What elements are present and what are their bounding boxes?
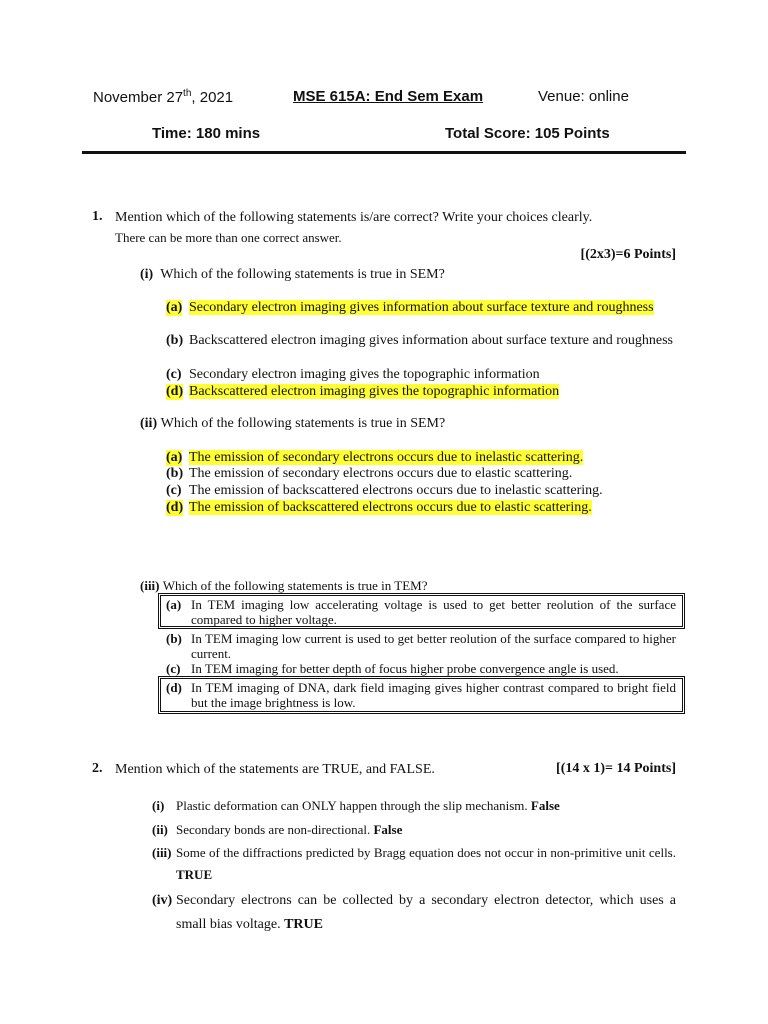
q1-part-i [140,267,680,283]
header-row-1 [93,88,653,110]
q1-i-option-b [166,333,676,367]
venue: Venue: online [538,88,629,105]
q1-points: [(2x3)=6 Points] [580,247,676,262]
q1-iii-option-c [166,661,676,676]
option-label: (c) [166,367,182,382]
header-row-2 [152,125,632,147]
item-text: Some of the diffractions predicted by Bragg equation does not occur in non-primitive unit cells. [176,845,676,860]
part-question: Which of the following statements is true in SEM? [160,267,445,282]
option-text: The emission of backscattered electrons occurs due to inelastic scattering. [189,483,603,498]
option-text: Secondary electron imaging gives information about surface texture and roughness [189,300,654,315]
total-score: Total Score: 105 Points [445,125,610,142]
option-label: (c) [166,483,182,498]
course-title: MSE 615A: End Sem Exam [293,88,484,105]
q1-iii-option-a [166,597,676,627]
option-text: In TEM imaging low current is used to get better reolution of the surface compared to higher current. [191,631,676,661]
item-label: (iii) [152,845,172,860]
part-question: Which of the following statements is true in SEM? [160,416,446,431]
option-text: The emission of secondary electrons occurs due to elastic scattering. [189,466,573,481]
item-answer: False [373,822,403,837]
part-label: (iii) [140,578,160,593]
option-label: (d) [166,500,184,515]
option-label: (b) [166,333,184,348]
option-text: In TEM imaging of DNA, dark field imaging gives higher contrast compared to bright field but the image brightness is low. [191,680,676,710]
q2-number: 2. [92,761,103,776]
option-text: In TEM imaging for better depth of focus higher probe convergence angle is used. [191,661,619,676]
item-label: (i) [152,798,165,813]
option-label: (a) [166,450,183,465]
date-suffix: th [183,88,192,99]
option-label: (d) [166,680,182,695]
q2-item-iv [152,889,676,935]
item-answer: TRUE [284,917,323,932]
item-text: Secondary bonds are non-directional. [176,822,371,837]
q1-ii-option-c [166,483,676,500]
exam-date [93,88,233,106]
option-text: The emission of secondary electrons occurs due to inelastic scattering. [189,450,584,465]
option-label: (d) [166,384,184,399]
q2-item-ii [152,819,676,841]
date-year: , 2021 [191,89,234,106]
q1-iii-option-d [166,680,676,710]
q1-ii-option-d [166,500,676,517]
option-label: (c) [166,661,181,676]
part-question: Which of the following statements is true in TEM? [162,578,428,593]
q1-note: There can be more than one correct answer. [115,230,342,245]
q1-i-option-d [166,384,676,401]
option-label: (a) [166,597,182,612]
q1-i-option-c [166,367,676,384]
option-text: The emission of backscattered electrons occurs due to elastic scattering. [189,500,592,515]
q1-number: 1. [92,209,103,224]
option-text: Backscattered electron imaging gives information about surface texture and roughness [189,333,673,348]
option-label: (b) [166,466,184,481]
item-label: (ii) [152,822,168,837]
item-text: Secondary electrons can be collected by a secondary electron detector, which uses a small bias voltage. [176,893,676,932]
option-text: Secondary electron imaging gives the topographic information [189,367,540,382]
q1-part-ii [140,416,680,432]
q2-points: [(14 x 1)= 14 Points] [556,761,676,776]
exam-time: Time: 180 mins [152,125,261,142]
q1-part-iii [140,578,680,594]
q2-text: Mention which of the statements are TRUE, and FALSE. [115,762,435,777]
date-main: November 27 [93,89,184,106]
option-text: In TEM imaging low accelerating voltage is used to get better reolution of the surface compared to higher voltage. [191,597,676,627]
q1-i-option-a [166,300,676,334]
header-divider [82,151,686,154]
item-answer: False [530,798,560,813]
item-answer: TRUE [176,867,213,882]
q2-item-iii [152,842,676,886]
item-text: Plastic deformation can ONLY happen through the slip mechanism. [176,798,528,813]
q1-text: Mention which of the following statements is/are correct? Write your choices clearly. [115,210,593,225]
q1-iii-option-b [166,631,676,661]
option-label: (a) [166,300,183,315]
q1-ii-option-b [166,466,676,483]
item-label: (iv) [152,893,173,908]
q1-ii-option-a [166,450,676,467]
option-label: (b) [166,631,182,646]
part-label: (i) [140,267,154,282]
q2-item-i [152,795,676,817]
part-label: (ii) [140,416,158,431]
option-text: Backscattered electron imaging gives the topographic information [189,384,560,399]
